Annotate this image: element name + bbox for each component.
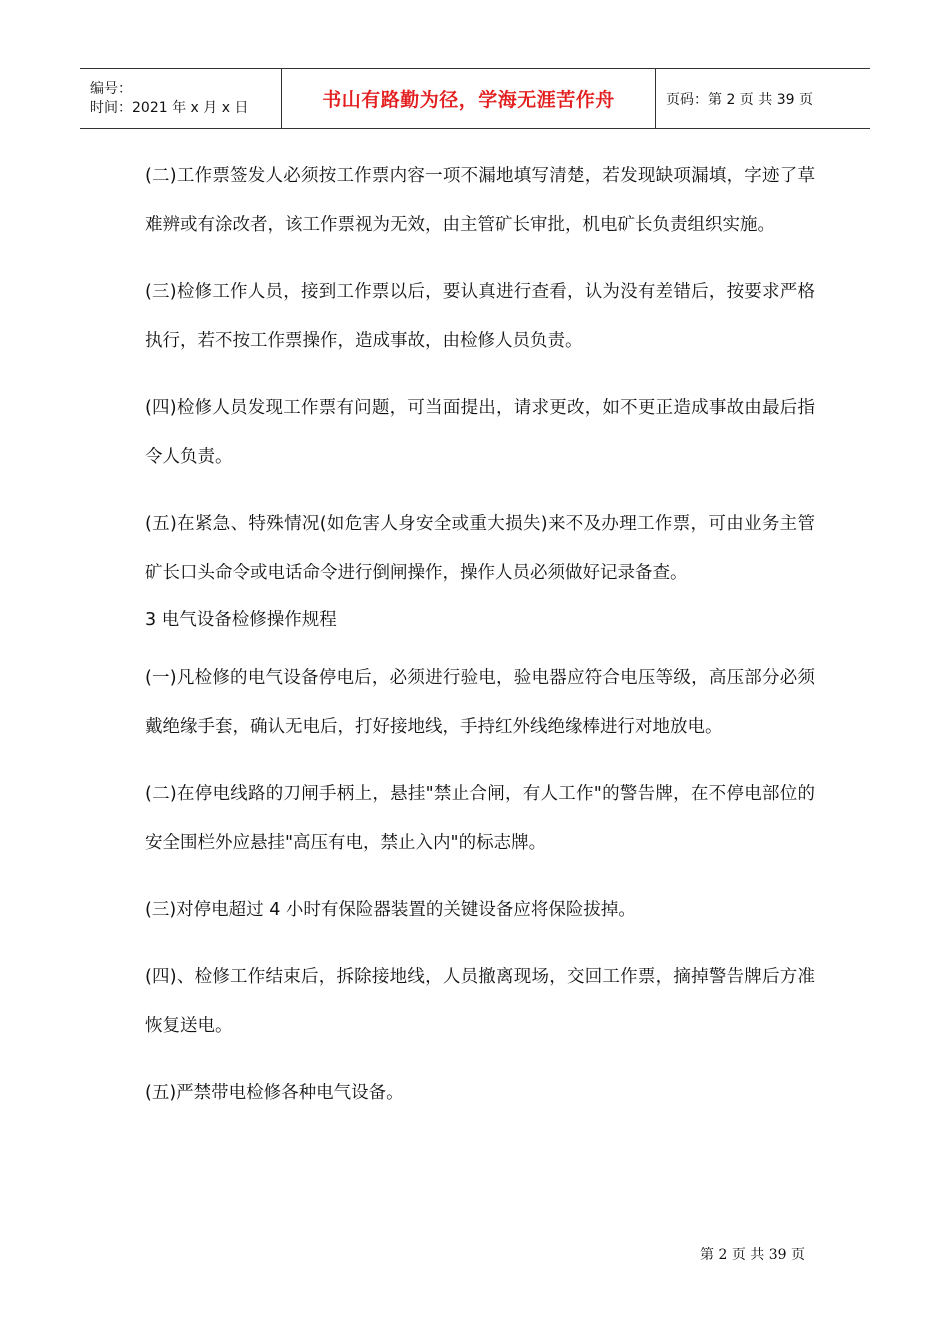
header-motto: 书山有路勤为径，学海无涯苦作舟 [322,89,615,111]
paragraph-5: (五)在紧急、特殊情况(如危害人身安全或重大损失)来不及办理工作票，可由业务主管矿长口头命令或电话命令进行倒闸操作，操作人员必须做好记录备查。 [145,514,815,583]
section-heading: 3 电气设备检修操作规程 [145,610,337,630]
section-paragraph-4: (四)、检修工作结束后，拆除接地线，人员撤离现场，交回工作票，摘掉警告牌后方准恢复送电。 [145,967,815,1036]
paragraph-3: (三)检修工作人员，接到工作票以后，要认真进行查看，认为没有差错后，按要求严格执行，若不按工作票操作，造成事故，由检修人员负责。 [145,282,815,351]
header-page-info-cell [656,69,870,128]
document-date: 时间：2021 年 x 月 x 日 [90,99,249,116]
page-header [80,68,870,129]
header-motto-cell [282,69,656,128]
section-paragraph-2: (二)在停电线路的刀闸手柄上，悬挂"禁止合闸，有人工作"的警告牌，在不停电部位的安全围栏外应悬挂"高压有电，禁止入内"的标志牌。 [145,784,815,853]
section-paragraph-3: (三)对停电超过 4 小时有保险器装置的关键设备应将保险拔掉。 [145,900,636,920]
document-body [145,152,815,1136]
section-paragraph-1: (一)凡检修的电气设备停电后，必须进行验电，验电器应符合电压等级，高压部分必须戴绝缘手套，确认无电后，打好接地线，手持红外线绝缘棒进行对地放电。 [145,668,815,737]
header-meta [80,69,282,128]
paragraph-4: (四)检修人员发现工作票有问题，可当面提出，请求更改，如不更正造成事故由最后指令人负责。 [145,398,815,467]
paragraph-2: (二)工作票签发人必须按工作票内容一项不漏地填写清楚，若发现缺项漏填，字迹了草难辨或有涂改者，该工作票视为无效，由主管矿长审批，机电矿长负责组织实施。 [145,166,815,235]
document-number-label: 编号： [90,80,132,97]
page-footer: 第 2 页 共 39 页 [700,1247,805,1263]
section-paragraph-5: (五)严禁带电检修各种电气设备。 [145,1083,404,1103]
header-page-info: 页码：第 2 页 共 39 页 [666,91,813,108]
